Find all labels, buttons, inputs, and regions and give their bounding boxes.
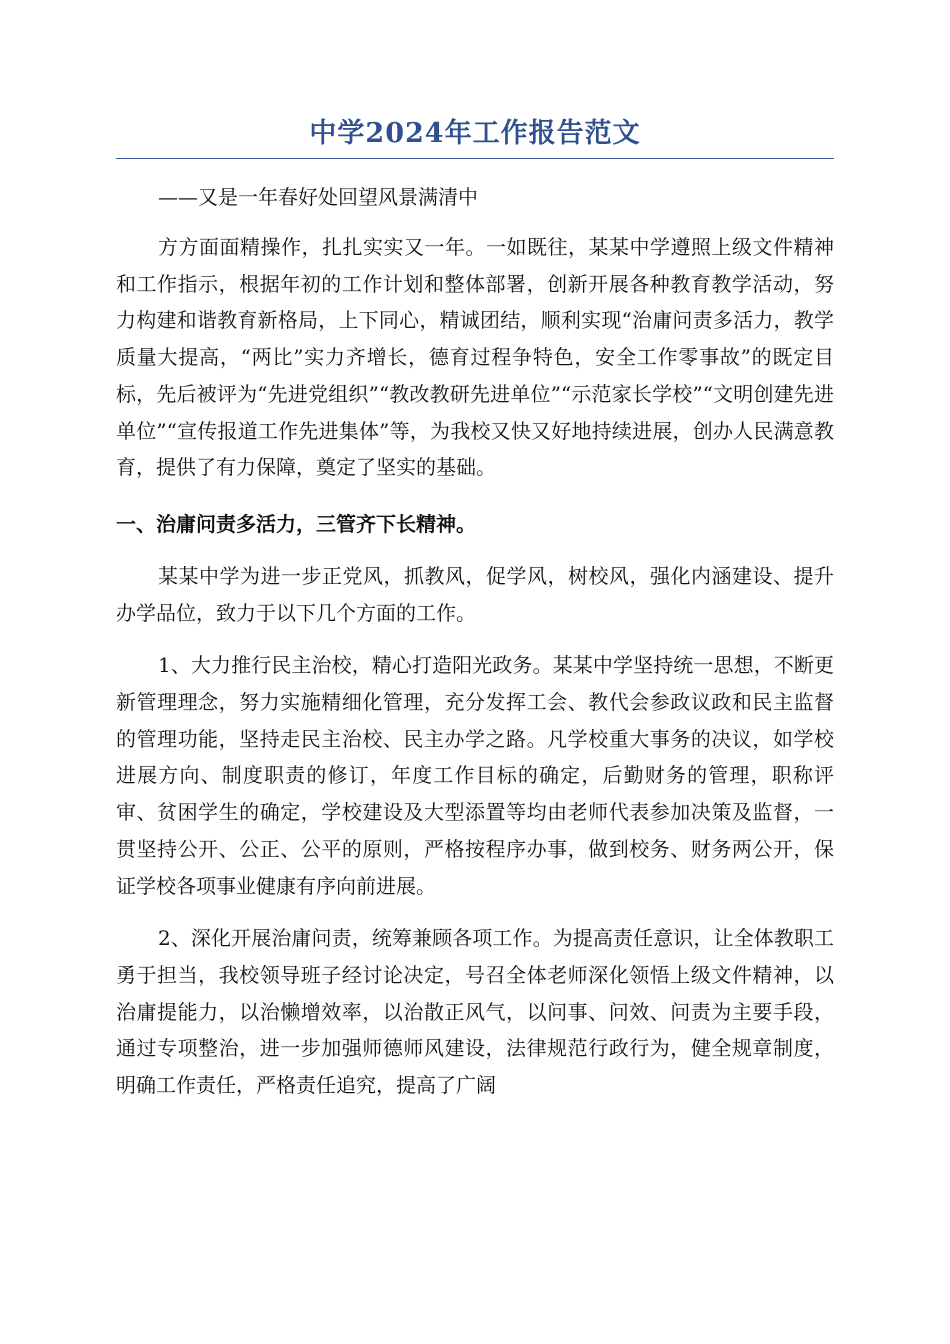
intro-paragraph: 方方面面精操作，扎扎实实又一年。一如既往，某某中学遵照上级文件精神和工作指示，根据年初的工作计划和整体部署，创新开展各种教育教学活动，努力构建和谐教育新格局，上下同心，精诚团结，顺利实现“治庸问责多活力，教学质量大提高，“两比”实力齐增长，德育过程争特色，安全工作零事故”的既定目标，先后被评为“先进党组织”“教改教研先进单位”“示范家长学校”“文明创建先进单位”“宣传报道工作先进集体”等，为我校又快又好地持续进展，创办人民满意教育，提供了有力保障，奠定了坚实的基础。 — [116, 235, 834, 480]
section-1-heading: 一、治庸问责多活力，三管齐下长精神。 — [116, 511, 476, 536]
section-1-intro: 某某中学为进一步正党风，抓教风，促学风，树校风，强化内涵建设、提升办学品位，致力于以下几个方面的工作。 — [116, 563, 834, 625]
document-title: 中学2024年工作报告范文 — [116, 112, 834, 159]
document-subtitle: ——又是一年春好处回望风景满清中 — [158, 185, 478, 209]
document-page — [116, 112, 834, 1104]
section-1-item-2: 2、深化开展治庸问责，统筹兼顾各项工作。为提高责任意识，让全体教职工勇于担当，我校领导班子经讨论决定，号召全体老师深化领悟上级文件精神，以治庸提能力，以治懒增效率，以治散正风气，以问事、问效、问责为主要手段，通过专项整治，进一步加强师德师风建设，法律规范行政行为，健全规章制度，明确工作责任，严格责任追究，提高了广阔 — [116, 926, 834, 1098]
section-1-item-1: 1、大力推行民主治校，精心打造阳光政务。某某中学坚持统一思想，不断更新管理理念，努力实施精细化管理，充分发挥工会、教代会参政议政和民主监督的管理功能，坚持走民主治校、民主办学之路。凡学校重大事务的决议，如学校进展方向、制度职责的修订，年度工作目标的确定，后勤财务的管理，职称评审、贫困学生的确定，学校建设及大型添置等均由老师代表参加决策及监督，一贯坚持公开、公正、公平的原则，严格按程序办事，做到校务、财务两公开，保证学校各项事业健康有序向前进展。 — [116, 653, 834, 898]
